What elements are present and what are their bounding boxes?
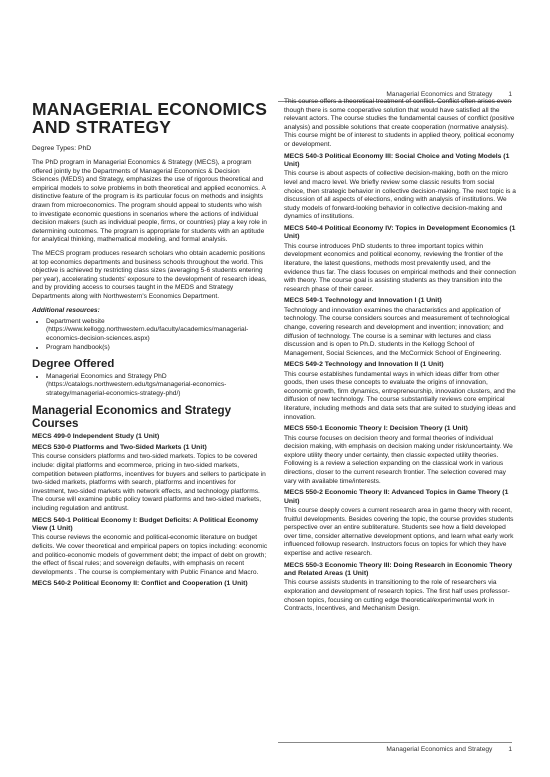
header-page-number: 1 [508, 91, 512, 98]
course-title: MECS 549-1 Technology and Innovation I (1 Unit) [284, 297, 442, 305]
running-footer [386, 746, 512, 753]
courses-heading: Managerial Economics and Strategy Courses [32, 403, 232, 430]
running-header [386, 91, 512, 98]
additional-resources-label: Additional resources: [32, 306, 100, 314]
degree-offered-heading: Degree Offered [32, 357, 115, 370]
course-description: This course reviews the economic and political-economic literature on budget deficits. We cover theoretical and empirical papers on topics including: economic and politico-economic models of government debt; the impact of debt on growth; the effect of fiscal rules; and sovereign defaults, with emphasis on recent developments . The course is complementary with Public Finance and Macro. [32, 534, 268, 576]
course-title: MECS 499-0 Independent Study (1 Unit) [32, 432, 160, 440]
course-title: MECS 550-1 Economic Theory I: Decision Theory (1 Unit) [284, 425, 468, 433]
course-description: This course offers a theoretical treatment of conflict. Conflict often arises even though there is some cooperative solution that would have satisfied all the relevant actors. The course studies the fundamental causes of conflict (positive analysis) and possible solutions that create cooperation (normative analysis). This course might be of interest to students in applied theory, political economy or development. [284, 98, 515, 148]
intro-paragraph: The MECS program produces research scholars who obtain academic positions at top economics departments and business schools throughout the world. This objective is achieved by restricting class sizes (averaging 5-6 students entering per year), accelerating students' exposure to the development of research ideas, and by providing access to courses taught in the MEDS and Strategy Departments along with Northwestern's Economics Department. [32, 249, 267, 300]
course-description: This course considers platforms and two-sided markets. Topics to be covered include: digital platforms and ecommerce, pricing in two-sided markets, competition between platforms, incentives for buyers and sellers to participate in two-sided markets, platforms with search, platforms and incentives for investment, two-sided markets with network effects, and technology platforms. The course will examine public policy toward platforms and two-sided markets, including regulation and antitrust. [32, 453, 266, 513]
header-title: Managerial Economics and Strategy [386, 91, 493, 98]
resource-link[interactable]: • Department website (https://www.kellogg.northwestern.edu/faculty/academics/managerial-economics-decision-sciences.aspx) [46, 318, 268, 344]
degree-offered-list [32, 373, 268, 399]
course-description: This course deeply covers a current research area in game theory with recent, fruitful developments. Besides covering the topic, the course provides students perspective over an entire subliterature. Students see how a field developed over time, consider alternative development options, and learn what early work influenced followup research. Instructors focus on topics for which they have expertise and active research. [284, 507, 514, 557]
footer-rule [278, 742, 512, 743]
course-title: MECS 540-4 Political Economy IV: Topics in Development Economics (1 Unit) [284, 224, 516, 241]
intro-paragraph: The PhD program in Managerial Economics & Strategy (MECS), a program offered jointly by the Departments of Managerial Economics & Decision Sciences (MEDS) and Strategy, emphasizes the use of rigorous theoretical and empirical models to solve problems in both theoretical and applied economics. A distinctive feature of the program is its particular focus on methods and insights drawn from microeconomics. The program should appeal to students who wish to investigate economic questions in scenarios where the actions of individual decision makers (such as individual people, firms, or countries) play a key role in determining outcomes. The program is appropriate for students with an aptitude for analytical thinking, mathematical modeling, and formal analysis. [32, 159, 267, 244]
course-title: MECS 550-3 Economic Theory III: Doing Research in Economic Theory and Related Areas (1 Unit) [284, 561, 513, 577]
course-title: MECS 540-3 Political Economy III: Social Choice and Voting Models (1 Unit) [284, 152, 510, 168]
resource-link[interactable]: • Program handbook(s) [46, 344, 268, 353]
degree-link[interactable]: • Managerial Economics and Strategy PhD (https://catalogs.northwestern.edu/tgs/managerial-economics-strategy/managerial-economics-strategy-phd/) [46, 373, 268, 399]
course-description: This course introduces PhD students to three important topics within development economics and political economy, reviewing the frontier of the literature, the latest questions, methods most prevalently used, and the evidence thus far. The class focuses on empirical methods and their connection with theory. The course goal is assisting students as they transition into the research phase of their career. [284, 242, 516, 293]
course-description: This course establishes fundamental ways in which ideas differ from other goods, then uses these concepts to evaluate the origins of innovation, economic growth, firm dynamics, entrepreneurship, innovation clusters, and the diffusion of new technology. The course substantially reviews core empirical literature, including methods and data sets that are suited to studying ideas and innovation. [284, 370, 516, 421]
course-description: This course is about aspects of collective decision-making, both on the micro level and macro level. We briefly review some classic results from social choice, then strategic behavior in collective decision-making. The next topic is a discussion of all aspects of elections, ending with analysis of institutions. We study models of forward-looking behavior in collective decision-making and dynamics of institutions. [284, 170, 516, 221]
course-title: MECS 540-1 Political Economy I: Budget Deficits: A Political Economy View (1 Unit) [32, 516, 259, 533]
course-title: MECS 549-2 Technology and Innovation II (1 Unit) [284, 361, 444, 369]
course-title: MECS 530-0 Platforms and Two-Sided Markets (1 Unit) [32, 444, 207, 452]
course-description: Technology and innovation examines the characteristics and application of technology. The course considers sources and measurement of technological change, covering research and development and invention; innovation; and diffusion of technology. The course is a seminar with lectures and class discussion and is open to Ph.D. students in the Kellogg School of Management, Social Sciences, and the McCormick School of Engineering. [284, 306, 510, 357]
course-title: MECS 550-2 Economic Theory II: Advanced Topics in Game Theory (1 Unit) [284, 489, 509, 505]
right-column [284, 98, 516, 617]
footer-title: Managerial Economics and Strategy [386, 746, 493, 753]
degree-types: Degree Types: PhD [32, 145, 92, 152]
course-description: This course focuses on decision theory and formal theories of individual decision making, with emphasis on decision making under risk/uncertainty. We explore utility theory under certainty, then classic expected utility theories. Following is a review a selection expanding on the classical work in various directions, closer to the current research frontier. The selection covered may vary with available time/interests. [284, 434, 513, 485]
course-title: MECS 540-2 Political Economy II: Conflict and Cooperation (1 Unit) [32, 580, 248, 588]
page-title: MANAGERIAL ECONOMICS AND STRATEGY [32, 99, 268, 137]
resources-list [32, 318, 268, 353]
course-description: This course assists students in transitioning to the role of researchers via exploration and development of research topics. The first half uses professor-chosen topics, focusing on cutting edge theoretical/experimental work in Contracts, Incentives, and Mechanism Design. [284, 579, 510, 613]
left-column [32, 98, 268, 590]
footer-page-number: 1 [508, 746, 512, 753]
